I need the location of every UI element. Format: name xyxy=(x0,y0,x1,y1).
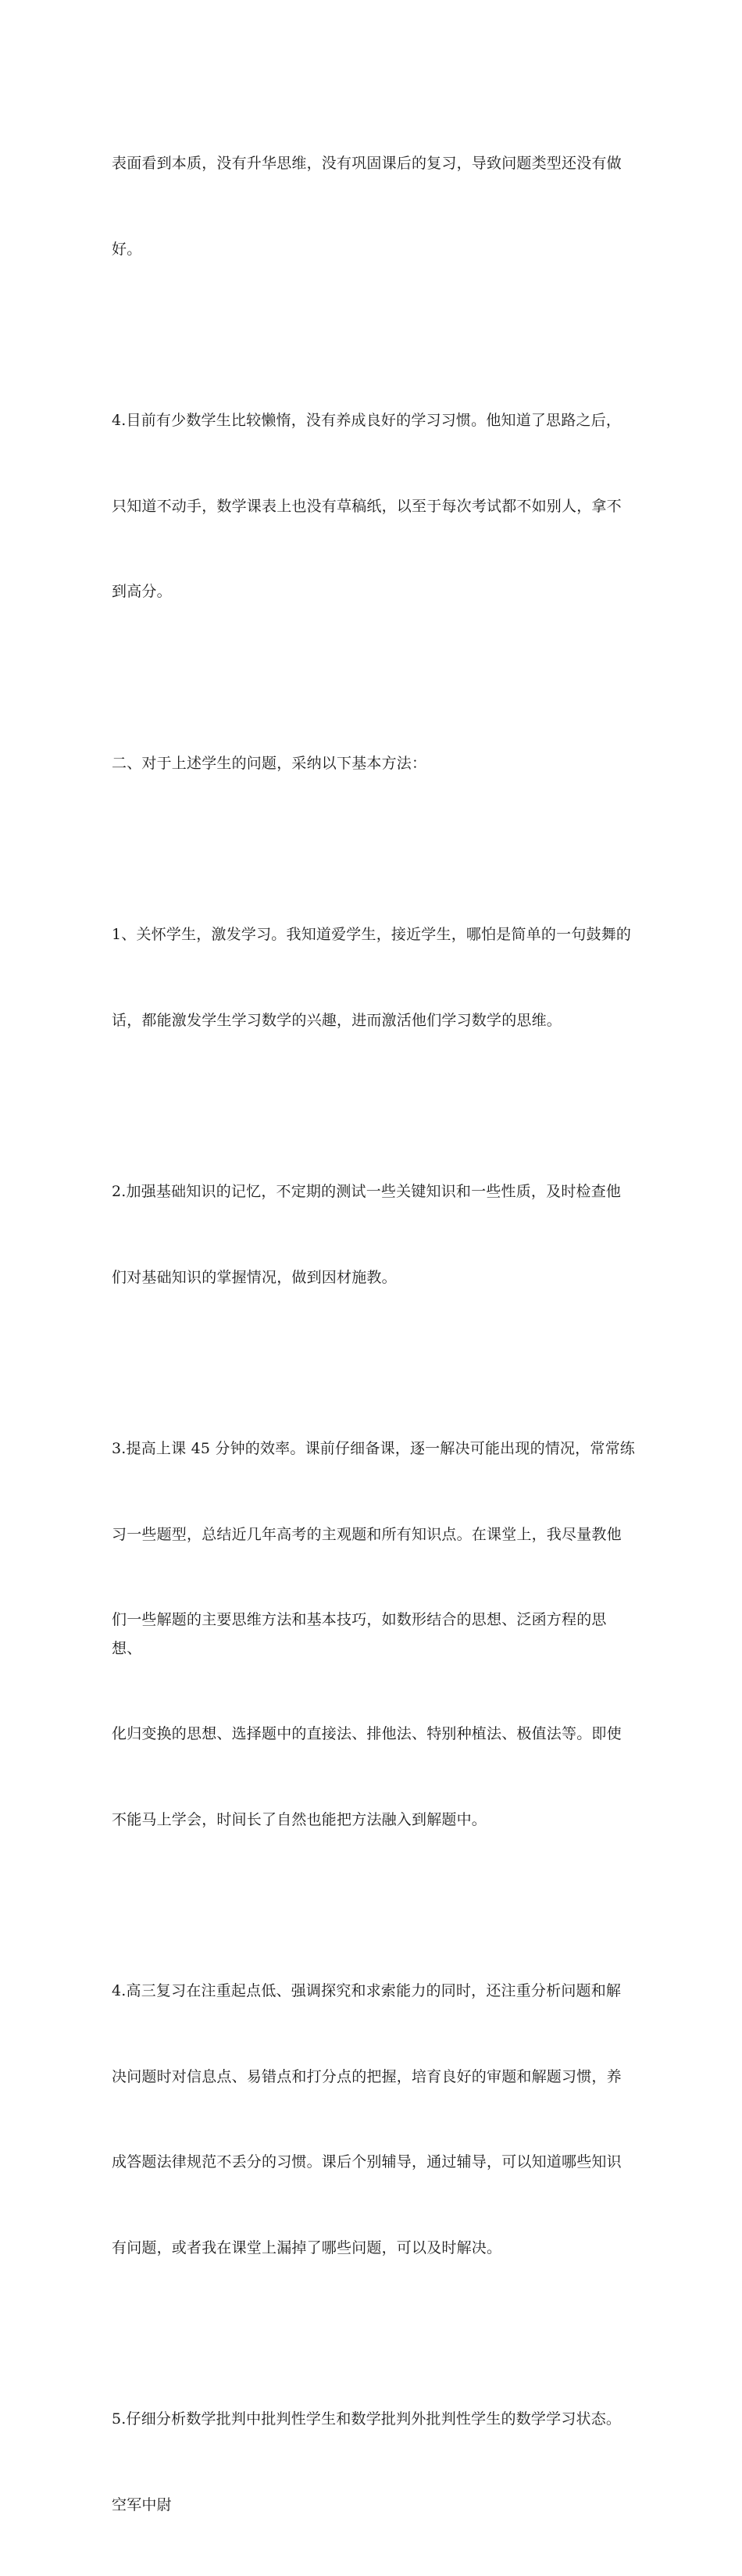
paragraph-2 xyxy=(112,349,635,663)
text-line: 表面看到本质，没有升华思维，没有巩固课后的复习，导致问题类型还没有做 xyxy=(112,155,622,172)
text-line: 二、对于上述学生的问题，采纳以下基本方法： xyxy=(112,754,427,772)
text-line: 不能马上学会，时间长了自然也能把方法融入到解题中。 xyxy=(112,1810,487,1828)
text-line: 只知道不动手，数学课表上也没有草稿纸，以至于每次考试都不如别人，拿不 xyxy=(112,497,622,515)
text-line: 好。 xyxy=(112,240,142,258)
text-line: 3.提高上课 45 分钟的效率。课前仔细备课，逐一解决可能出现的情况，常常练 xyxy=(112,1440,635,1457)
text-line: 习一些题型，总结近几年高考的主观题和所有知识点。在课堂上，我尽量教他 xyxy=(112,1525,622,1543)
text-line: 4.目前有少数学生比较懒惰，没有养成良好的学习习惯。他知道了思路之后， xyxy=(112,412,622,429)
text-line: 化归变换的思想、选择题中的直接法、排他法、特别种植法、极值法等。即使 xyxy=(112,1725,622,1742)
text-line: 们对基础知识的掌握情况，做到因材施教。 xyxy=(112,1268,397,1286)
text-line: 决问题时对信息点、易错点和打分点的把握，培育良好的审题和解题习惯，养 xyxy=(112,2067,622,2085)
document-body xyxy=(112,92,635,2576)
paragraph-1 xyxy=(112,92,635,320)
section-heading xyxy=(112,692,635,835)
paragraph-method-5 xyxy=(112,2348,635,2576)
text-line: 成答题法律规范不丢分的习惯。课后个别辅导，通过辅导，可以知道哪些知识 xyxy=(112,2153,622,2170)
text-line: 空军中尉 xyxy=(112,2496,172,2513)
text-line: 2.加强基础知识的记忆，不定期的测试一些关键知识和一些性质，及时检查他 xyxy=(112,1183,622,1200)
paragraph-method-3 xyxy=(112,1377,635,1891)
paragraph-method-1 xyxy=(112,863,635,1091)
text-line: 到高分。 xyxy=(112,583,172,600)
text-line: 1、关怀学生，激发学习。我知道爱学生，接近学生，哪怕是简单的一句鼓舞的 xyxy=(112,926,632,943)
text-line: 有问题，或者我在课堂上漏掉了哪些问题，可以及时解决。 xyxy=(112,2238,502,2256)
paragraph-method-2 xyxy=(112,1120,635,1349)
text-line: 5.仔细分析数学批判中批判性学生和数学批判外批判性学生的数学学习状态。 xyxy=(112,2410,622,2428)
text-line: 4.高三复习在注重起点低、强调探究和求索能力的同时，还注重分析问题和解 xyxy=(112,1982,622,1999)
paragraph-method-4 xyxy=(112,1920,635,2319)
text-line: 话，都能激发学生学习数学的兴趣，进而激活他们学习数学的思维。 xyxy=(112,1011,562,1029)
text-line: 们一些解题的主要思维方法和基本技巧，如数形结合的思想、泛函方程的思想、 xyxy=(112,1611,607,1657)
